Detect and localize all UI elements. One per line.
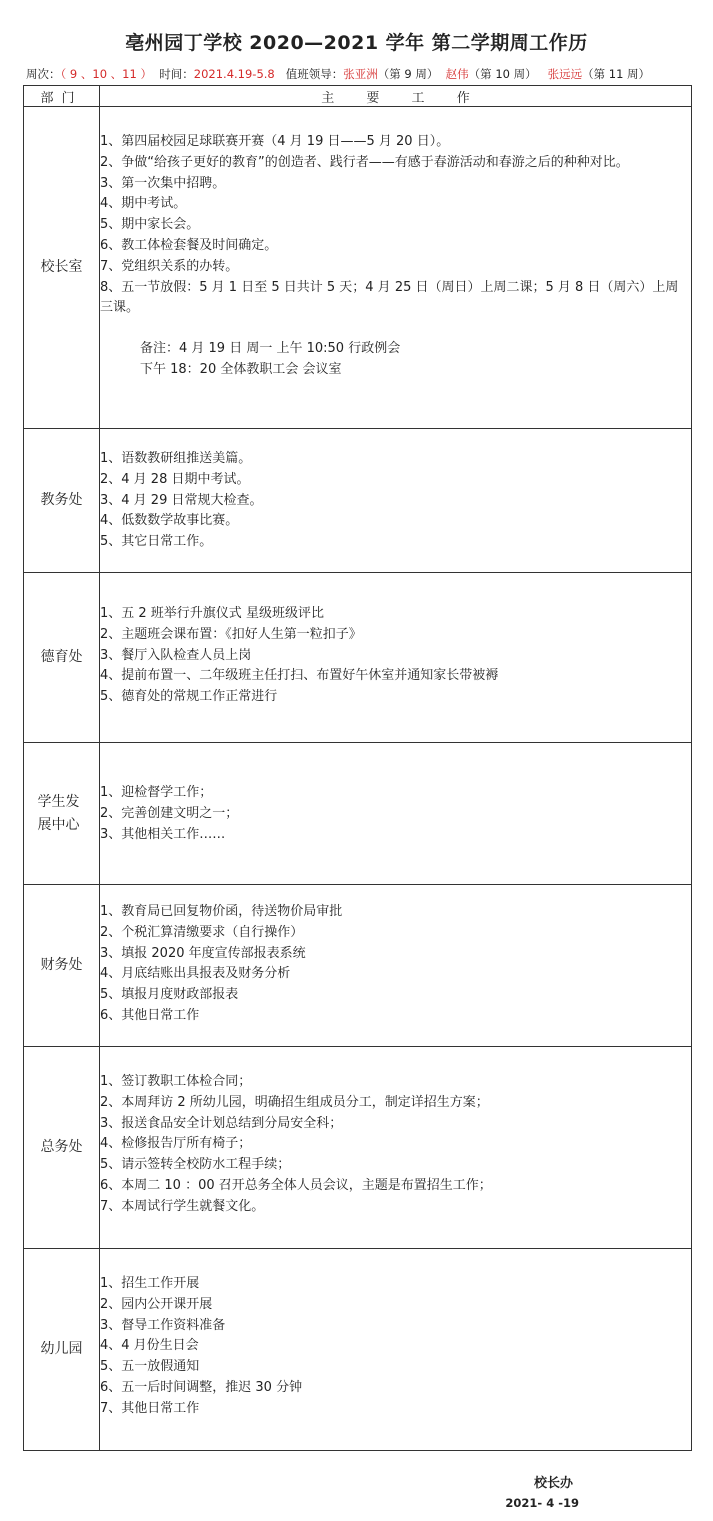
task-item: 7、其他日常工作 bbox=[100, 1400, 200, 1416]
task-item: 3、第一次集中招聘。 bbox=[100, 175, 226, 191]
task-item: 5、请示签转全校防水工程手续； bbox=[100, 1157, 291, 1173]
leader-name: 张远远 bbox=[547, 67, 583, 81]
note-line: 备注：4 月 19 日 周一 上午 10:50 行政例会 bbox=[140, 341, 401, 357]
task-item: 2、主题班会课布置：《扣好人生第一粒扣子》 bbox=[100, 626, 362, 642]
task-list bbox=[100, 449, 691, 553]
task-item: 7、本周试行学生就餐文化。 bbox=[100, 1198, 265, 1214]
task-list bbox=[100, 604, 691, 708]
footer-office: 校长办 bbox=[533, 1476, 573, 1491]
department-cell: 德育处 bbox=[24, 573, 100, 743]
department-cell bbox=[24, 743, 100, 885]
task-item: 1、签订教职工体检合同； bbox=[100, 1074, 252, 1089]
work-schedule-table bbox=[23, 85, 692, 1451]
task-item: 5、期中家长会。 bbox=[100, 217, 200, 233]
table-row bbox=[24, 107, 692, 429]
department-cell: 总务处 bbox=[24, 1047, 100, 1249]
table-row bbox=[24, 885, 692, 1047]
task-item: 7、党组织关系的办转。 bbox=[100, 258, 239, 274]
task-item: 1、迎检督学工作； bbox=[100, 785, 213, 800]
work-cell bbox=[100, 1047, 692, 1249]
leader-name: 张亚洲 bbox=[343, 67, 378, 81]
table-row bbox=[24, 743, 692, 885]
task-list bbox=[100, 783, 691, 845]
task-item: 2、本周拜访 2 所幼儿园，明确招生组成员分工，制定详招生方案； bbox=[100, 1094, 489, 1110]
footer-date: 2021- 4 -19 bbox=[505, 1496, 579, 1510]
task-item: 5、其它日常工作。 bbox=[100, 534, 213, 550]
table-row bbox=[24, 429, 692, 573]
work-cell bbox=[100, 885, 692, 1047]
task-item: 2、园内公开课开展 bbox=[100, 1296, 213, 1312]
task-item: 4、月底结账出具报表及财务分析 bbox=[100, 966, 291, 982]
work-cell bbox=[100, 429, 692, 573]
task-item: 1、招生工作开展 bbox=[100, 1276, 200, 1291]
duty-label: 值班领导： bbox=[285, 67, 344, 81]
task-item: 2、完善创建文明之一； bbox=[100, 805, 239, 821]
task-item: 4、检修报告厅所有椅子； bbox=[100, 1136, 252, 1152]
time-label: 时间： bbox=[159, 67, 194, 81]
work-cell bbox=[100, 743, 692, 885]
task-item: 1、语数教研组推送美篇。 bbox=[100, 451, 252, 466]
task-item: 5、填报月度财政部报表 bbox=[100, 987, 239, 1003]
task-item: 3、督导工作资料准备 bbox=[100, 1317, 226, 1333]
task-item: 5、德育处的常规工作正常进行 bbox=[100, 689, 278, 705]
department-name: 学生发展中心 bbox=[37, 793, 80, 833]
schedule-meta bbox=[26, 66, 650, 82]
week-label: 周次： bbox=[26, 67, 61, 81]
task-list bbox=[100, 902, 691, 1027]
work-cell bbox=[100, 1249, 692, 1451]
task-item: 6、本周二 10 ：00 召开总务全体人员会议，主题是布置招生工作； bbox=[100, 1177, 492, 1193]
task-item: 6、教工体检套餐及时间确定。 bbox=[100, 237, 278, 253]
task-item: 1、五 2 班举行升旗仪式 星级班级评比 bbox=[100, 606, 324, 621]
leader-week: （第 9 周） bbox=[377, 67, 439, 81]
page-title: 亳州园丁学校 2020—2021 学年 第二学期周工作历 bbox=[125, 32, 588, 54]
department-cell: 幼儿园 bbox=[24, 1249, 100, 1451]
task-list bbox=[100, 132, 691, 319]
department-cell: 财务处 bbox=[24, 885, 100, 1047]
department-cell: 教务处 bbox=[24, 429, 100, 573]
leader-week: （第 11 周） bbox=[582, 67, 651, 81]
week-value: （ 9 、10 、11 ） bbox=[60, 67, 152, 81]
header-main-work: 主 要 工 作 bbox=[100, 86, 692, 107]
task-list bbox=[100, 1072, 691, 1218]
task-item: 3、其他相关工作…… bbox=[100, 826, 226, 842]
task-item: 3、4 月 29 日常规大检查。 bbox=[100, 492, 263, 508]
task-item: 6、其他日常工作 bbox=[100, 1007, 200, 1023]
leader-name: 赵伟 bbox=[445, 67, 469, 81]
time-value: 2021.4.19-5.8 bbox=[193, 67, 275, 81]
task-item: 4、提前布置一、二年级班主任打扫、布置好午休室并通知家长带被褥 bbox=[100, 668, 499, 684]
department-cell: 校长室 bbox=[24, 107, 100, 429]
task-item: 4、低数数学故事比赛。 bbox=[100, 513, 239, 529]
task-item: 6、五一后时间调整，推迟 30 分钟 bbox=[100, 1379, 303, 1395]
work-cell bbox=[100, 107, 692, 429]
header-department: 部门 bbox=[24, 86, 100, 107]
task-item: 4、4 月份生日会 bbox=[100, 1338, 199, 1354]
task-item: 8、五一节放假：5 月 1 日至 5 日共计 5 天；4 月 25 日（周日）上周二课；5 月 8 日（周六）上周三课。 bbox=[100, 279, 679, 316]
note-block bbox=[100, 339, 691, 381]
task-item: 2、争做“给孩子更好的教育”的创造者、践行者——有感于春游活动和春游之后的种种对比。 bbox=[100, 154, 629, 170]
note-line: 下午 18：20 全体教职工会 会议室 bbox=[140, 361, 342, 377]
task-item: 3、报送食品安全计划总结到分局安全科； bbox=[100, 1115, 343, 1131]
table-row bbox=[24, 1047, 692, 1249]
task-item: 2、个税汇算清缴要求（自行操作） bbox=[100, 924, 304, 940]
task-item: 2、4 月 28 日期中考试。 bbox=[100, 471, 250, 487]
work-cell bbox=[100, 573, 692, 743]
task-item: 1、教育局已回复物价函，待送物价局审批 bbox=[100, 904, 343, 919]
table-row bbox=[24, 573, 692, 743]
task-item: 1、第四届校园足球联赛开赛（4 月 19 日——5 月 20 日）。 bbox=[100, 134, 450, 149]
leader-week: （第 10 周） bbox=[468, 67, 537, 81]
task-item: 3、填报 2020 年度宣传部报表系统 bbox=[100, 945, 306, 961]
table-header-row bbox=[24, 86, 692, 107]
task-item: 3、餐厅入队检查人员上岗 bbox=[100, 647, 252, 663]
task-item: 5、五一放假通知 bbox=[100, 1359, 200, 1375]
task-item: 4、期中考试。 bbox=[100, 196, 187, 212]
table-row bbox=[24, 1249, 692, 1451]
task-list bbox=[100, 1274, 691, 1420]
